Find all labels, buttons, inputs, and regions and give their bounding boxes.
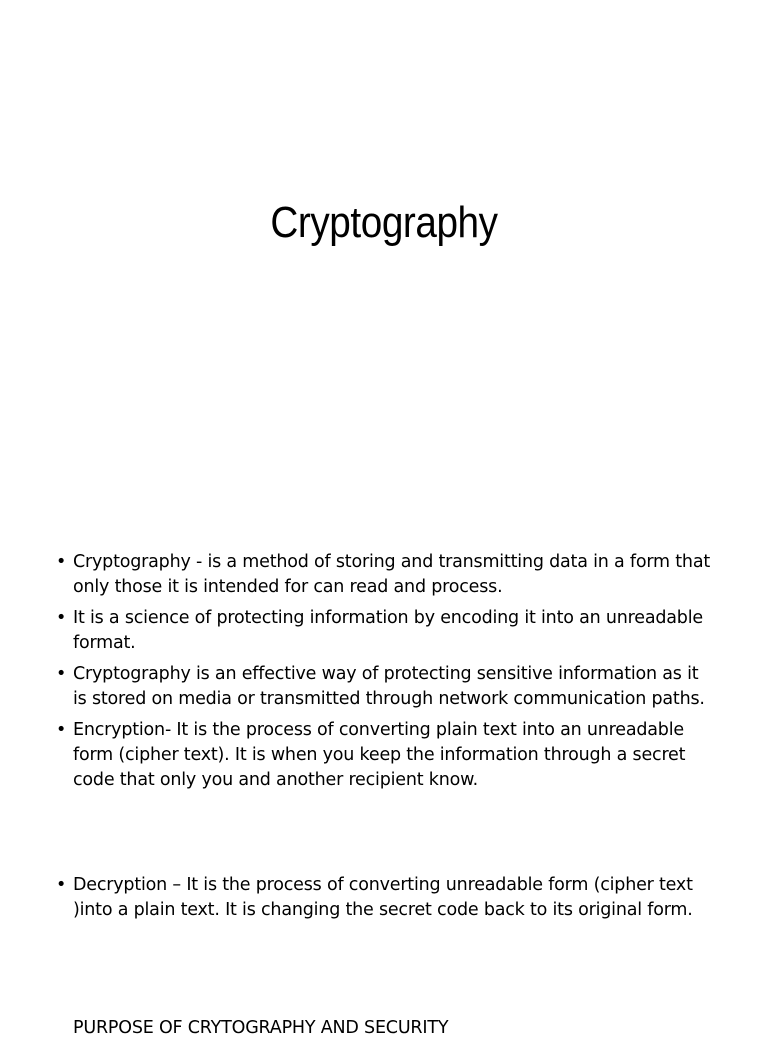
bullet-icon: • — [56, 720, 67, 740]
bullet-icon: • — [56, 608, 67, 628]
bullet-icon: • — [56, 552, 67, 572]
bullet-item-decryption — [56, 873, 716, 923]
bullet-text: Cryptography is an effective way of protecting sensitive information as it is stored on media or transmitted through network communication paths. — [73, 664, 705, 709]
slide-title: Cryptography — [270, 198, 498, 248]
bullet-icon: • — [56, 664, 67, 684]
bullet-text: Cryptography - is a method of storing and transmitting data in a form that only those it is intended for can read and process. — [73, 552, 710, 597]
bullet-item-cryptography-definition — [56, 550, 716, 600]
bullet-icon: • — [56, 875, 67, 895]
bullet-text: It is a science of protecting information by encoding it into an unreadable format. — [73, 608, 703, 653]
bullet-item-encryption — [56, 718, 716, 793]
bullet-item-effective-way — [56, 662, 716, 712]
cut-off-heading: PURPOSE OF CRYTOGRAPHY AND SECURITY — [73, 1018, 449, 1038]
bullet-text: Encryption- It is the process of converting plain text into an unreadable form (cipher text). It is when you keep the information through a secret code that only you and another recipient know. — [73, 720, 686, 790]
bullet-item-science — [56, 606, 716, 656]
bullet-text: Decryption – It is the process of converting unreadable form (cipher text )into a plain text. It is changing the secret code back to its original form. — [73, 875, 693, 920]
bullet-list — [56, 550, 716, 929]
